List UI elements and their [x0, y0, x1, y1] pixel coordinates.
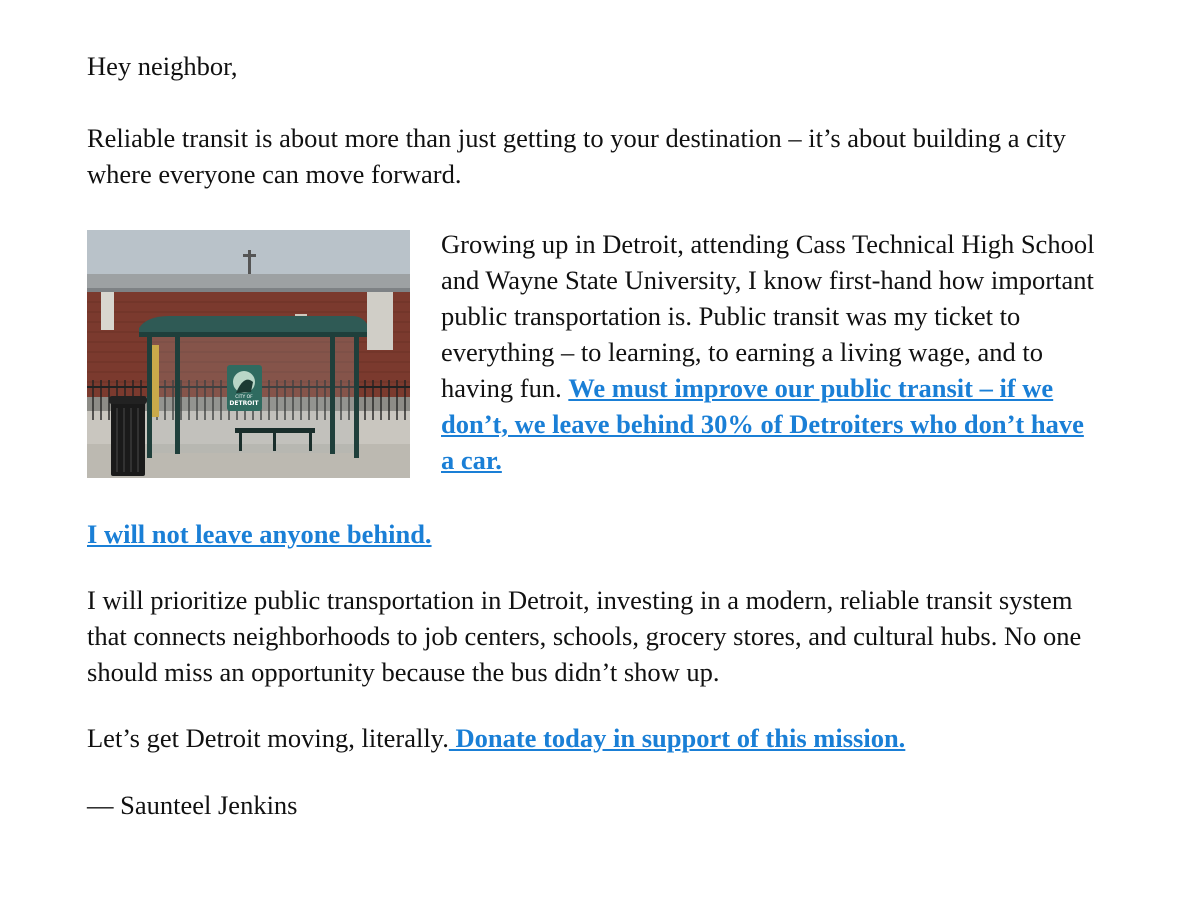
- bus-stop-photo: [87, 230, 410, 478]
- transit-link[interactable]: We must improve our public transit – if we don’t, we leave behind 30% of Detroiters who don’t have a car.: [441, 373, 1084, 475]
- sign-top-text: CITY OF: [235, 395, 253, 400]
- intro-paragraph: Reliable transit is about more than just getting to your destination – it’s about building a city where everyone can move forward.: [87, 123, 1066, 189]
- sign-city-text: DETROIT: [229, 400, 259, 407]
- greeting: Hey neighbor,: [87, 51, 238, 81]
- signature: — Saunteel Jenkins: [87, 790, 298, 820]
- donate-link[interactable]: Donate today in support of this mission.: [448, 723, 906, 753]
- story-paragraph: [441, 226, 1097, 478]
- priority-paragraph: I will prioritize public transportation in Detroit, investing in a modern, reliable transit system that connects neighborhoods to job centers, schools, grocery stores, and cultural hubs. No one should miss an opportunity because the bus didn’t show up.: [87, 585, 1082, 687]
- story-text: Growing up in Detroit, attending Cass Technical High School and Wayne State University, I know first-hand how important public transportation is. Public transit was my ticket to everything – to learning, to earning a living wage, and to having fun.: [441, 229, 1095, 403]
- headline-paragraph: [87, 516, 1097, 552]
- leave-no-one-behind-link[interactable]: I will not leave anyone behind.: [87, 519, 432, 549]
- email-body: [87, 48, 1097, 823]
- closing-paragraph: [87, 720, 1097, 756]
- closing-text: Let’s get Detroit moving, literally.: [87, 723, 449, 753]
- story-section: [87, 226, 1097, 478]
